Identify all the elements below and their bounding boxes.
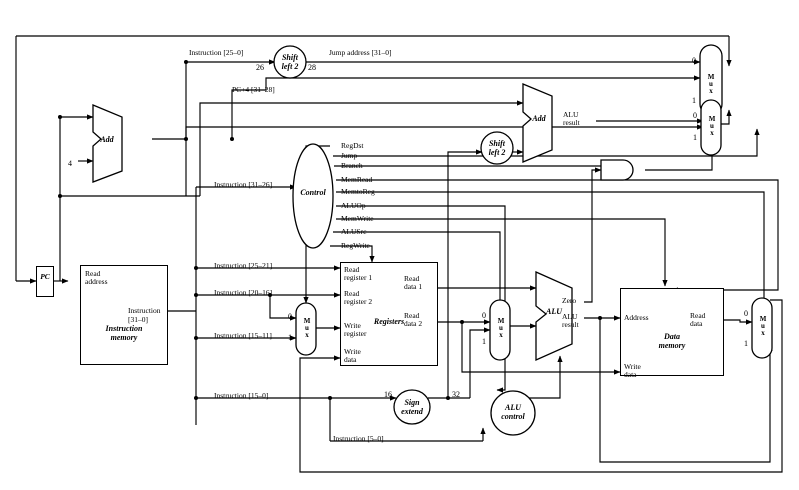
shift-left-2-jump-label: Shift left 2: [281, 53, 299, 71]
alu-control-label: ALU control: [501, 403, 525, 421]
width-label-28: 28: [308, 63, 316, 72]
mux-alusrc-input-0-label: 0: [482, 311, 486, 320]
data-memory-label: Data memory: [658, 332, 686, 350]
mux-regdst-label: M u x: [303, 317, 311, 339]
bus-label-instruction-15-0: Instruction [15–0]: [214, 391, 269, 400]
registers-label: Registers: [373, 317, 405, 326]
mux-pcsrc-label: M u x: [708, 115, 716, 137]
read-data-2-port: Read data 2: [404, 311, 423, 329]
pc-register: [36, 266, 54, 297]
data-memory-write-data-port: Write data: [624, 362, 641, 380]
read-data-1-port: Read data 1: [404, 274, 423, 292]
mux-jump-label: M u x: [707, 73, 715, 95]
mux-jump-input-1-label: 1: [692, 96, 696, 105]
read-register-2-port: Read register 2: [344, 289, 373, 307]
sign-extend-label: Sign extend: [401, 398, 423, 416]
bus-label-jump-address: Jump address [31–0]: [329, 48, 392, 57]
control-unit-label: Control: [300, 188, 326, 197]
control-signal-alusrc: ALUSrc: [341, 227, 367, 236]
control-signal-memwrite: MemWrite: [341, 214, 374, 223]
mux-memtoreg-label: M u x: [759, 315, 767, 337]
alu-label: ALU: [546, 307, 562, 316]
data-memory-address-port: Address: [624, 313, 649, 322]
read-register-1-port: Read register 1: [344, 265, 373, 283]
control-signal-aluop: ALUOp: [341, 201, 366, 210]
shift-left-2-branch-label: Shift left 2: [488, 139, 506, 157]
mux-alusrc-label: M u x: [497, 317, 505, 339]
mux-pcsrc-input-0-label: 0: [693, 111, 697, 120]
control-signal-regwrite: RegWrite: [341, 241, 370, 250]
bus-label-instruction-15-11: Instruction [15–11]: [214, 331, 272, 340]
data-memory-read-data-port: Read data: [690, 311, 706, 329]
instruction-memory-label: Instruction memory: [105, 324, 143, 342]
width-label-16: 16: [384, 390, 392, 399]
mux-memtoreg-input-1-label: 1: [744, 339, 748, 348]
control-signal-branch: Branch: [341, 161, 363, 170]
mux-jump-input-0-label: 0: [692, 56, 696, 65]
add-branch-result-port: ALU result: [563, 110, 580, 128]
instruction-memory-read-address-port: Read address: [85, 269, 108, 287]
pc-label: PC: [40, 272, 50, 281]
mux-pcsrc-input-1-label: 1: [693, 133, 697, 142]
mux-memtoreg-input-0-label: 0: [744, 309, 748, 318]
bus-label-instruction-25-21: Instruction [25–21]: [214, 261, 273, 270]
write-data-port-registers: Write data: [344, 347, 361, 365]
width-label-32: 32: [452, 390, 460, 399]
bus-label-instruction-5-0: Instruction [5–0]: [333, 434, 384, 443]
alu-result-port: ALU result: [562, 312, 579, 330]
bus-label-instruction-25-0: Instruction [25–0]: [189, 48, 244, 57]
mux-regdst-input-0-label: 0: [288, 312, 292, 321]
mux-alusrc-input-1-label: 1: [482, 337, 486, 346]
bus-label-instruction-31-26: Instruction [31–26]: [214, 180, 273, 189]
control-signal-regdst: RegDst: [341, 141, 364, 150]
write-register-port: Write register: [344, 321, 367, 339]
bus-label-pc-plus-4: PC+4 [31–28]: [232, 85, 275, 94]
bus-label-instruction-20-16: Instruction [20–16]: [214, 288, 273, 297]
mux-regdst-input-1-label: 1: [288, 333, 292, 342]
width-label-26: 26: [256, 63, 264, 72]
bus-label-instruction-31-0: Instruction [31–0]: [128, 306, 161, 324]
width-label-4: 4: [68, 159, 72, 168]
control-signal-memtoreg: MemtoReg: [341, 187, 375, 196]
control-signal-memread: MemRead: [341, 175, 373, 184]
add-branch-label: Add: [532, 114, 546, 123]
control-signal-jump: Jump: [341, 151, 358, 160]
alu-zero-port: Zero: [562, 296, 577, 305]
add-pc-label: Add: [100, 135, 114, 144]
